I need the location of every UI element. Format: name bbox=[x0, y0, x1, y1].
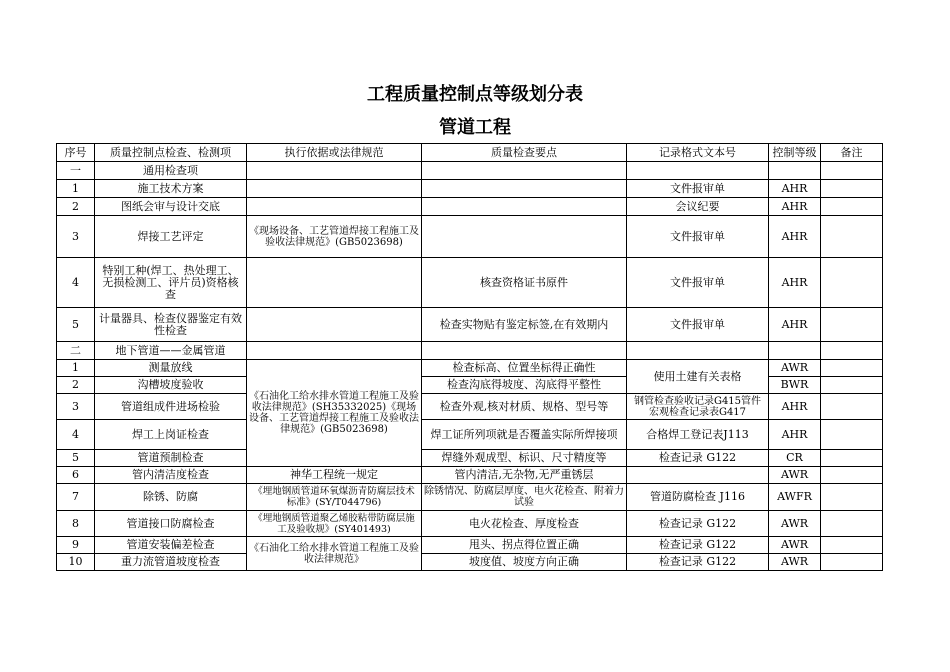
check-item: 管内清洁度检查 bbox=[95, 467, 247, 484]
row-number: 3 bbox=[57, 216, 95, 258]
check-item: 焊接工艺评定 bbox=[95, 216, 247, 258]
check-point: 管内清洁,无杂物,无严重锈层 bbox=[422, 467, 627, 484]
check-item: 图纸会审与设计交底 bbox=[95, 198, 247, 216]
check-point: 检查外观,核对材质、规格、型号等 bbox=[422, 394, 627, 420]
table-row bbox=[57, 420, 883, 450]
check-point: 坡度值、坡度方向正确 bbox=[422, 554, 627, 571]
control-level: AHR bbox=[769, 180, 821, 198]
table-row bbox=[57, 450, 883, 467]
basis: 《石油化工给水排水管道工程施工及验收法律规范》 bbox=[247, 537, 422, 571]
note bbox=[821, 554, 883, 571]
record-format: 会议纪要 bbox=[627, 198, 769, 216]
check-item: 焊工上岗证检查 bbox=[95, 420, 247, 450]
check-point bbox=[422, 216, 627, 258]
control-level: CR bbox=[769, 450, 821, 467]
row-number: 1 bbox=[57, 180, 95, 198]
record-format: 检查记录 G122 bbox=[627, 537, 769, 554]
control-level: AHR bbox=[769, 258, 821, 308]
check-point: 焊缝外观成型、标识、尺寸精度等 bbox=[422, 450, 627, 467]
quality-control-table bbox=[56, 143, 883, 571]
note bbox=[821, 180, 883, 198]
control-level: AHR bbox=[769, 216, 821, 258]
check-point: 电火花检查、厚度检查 bbox=[422, 511, 627, 537]
check-item: 管道接口防腐检查 bbox=[95, 511, 247, 537]
row-number: 3 bbox=[57, 394, 95, 420]
check-point: 核查资格证书原件 bbox=[422, 258, 627, 308]
table-row bbox=[57, 258, 883, 308]
table-header-row bbox=[57, 144, 883, 162]
record-format: 管道防腐检查 J116 bbox=[627, 484, 769, 511]
record-format: 使用土建有关表格 bbox=[627, 360, 769, 394]
check-point: 检查实物贴有鉴定标签,在有效期内 bbox=[422, 308, 627, 342]
record-format: 检查记录 G122 bbox=[627, 450, 769, 467]
check-point bbox=[422, 198, 627, 216]
note bbox=[821, 216, 883, 258]
check-point: 焊工证所列项就是否覆盖实际所焊接项 bbox=[422, 420, 627, 450]
table-row bbox=[57, 537, 883, 554]
section-row bbox=[57, 342, 883, 360]
record-format bbox=[627, 467, 769, 484]
table-row bbox=[57, 216, 883, 258]
basis: 《现场设备、工艺管道焊接工程施工及验收法律规范》(GB5023698) bbox=[247, 216, 422, 258]
basis bbox=[247, 308, 422, 342]
basis bbox=[247, 180, 422, 198]
note bbox=[821, 360, 883, 377]
check-item: 管道预制检查 bbox=[95, 450, 247, 467]
record-format: 合格焊工登记表J113 bbox=[627, 420, 769, 450]
table-row bbox=[57, 198, 883, 216]
control-level: AWR bbox=[769, 554, 821, 571]
control-level: AWR bbox=[769, 467, 821, 484]
note bbox=[821, 258, 883, 308]
check-item: 测量放线 bbox=[95, 360, 247, 377]
note bbox=[821, 450, 883, 467]
note bbox=[821, 394, 883, 420]
note bbox=[821, 308, 883, 342]
row-number: 4 bbox=[57, 258, 95, 308]
record-format: 检查记录 G122 bbox=[627, 554, 769, 571]
header-cell: 备注 bbox=[821, 144, 883, 162]
basis bbox=[247, 258, 422, 308]
section-name: 通用检查项 bbox=[95, 162, 247, 180]
note bbox=[821, 537, 883, 554]
table-row bbox=[57, 394, 883, 420]
basis: 《埋地钢质管道聚乙烯胶粘带防腐层施工及验收规》(SY401493) bbox=[247, 511, 422, 537]
table-row bbox=[57, 360, 883, 377]
table-row bbox=[57, 180, 883, 198]
basis bbox=[247, 198, 422, 216]
section-number: 一 bbox=[57, 162, 95, 180]
record-format: 检查记录 G122 bbox=[627, 511, 769, 537]
basis: 《石油化工给水排水管道工程施工及验收法律规范》(SH35332025)《现场设备、工艺管道焊接工程施工及验收法律规范》(GB5023698) bbox=[247, 360, 422, 467]
note bbox=[821, 198, 883, 216]
section-row bbox=[57, 162, 883, 180]
record-format: 文件报审单 bbox=[627, 258, 769, 308]
table-row bbox=[57, 554, 883, 571]
table-row bbox=[57, 511, 883, 537]
check-item: 重力流管道坡度检查 bbox=[95, 554, 247, 571]
note bbox=[821, 467, 883, 484]
control-level: AWR bbox=[769, 537, 821, 554]
header-cell: 质量检查要点 bbox=[422, 144, 627, 162]
table-row bbox=[57, 484, 883, 511]
note bbox=[821, 420, 883, 450]
control-level: AHR bbox=[769, 198, 821, 216]
basis: 神华工程统一规定 bbox=[247, 467, 422, 484]
check-item: 施工技术方案 bbox=[95, 180, 247, 198]
note bbox=[821, 484, 883, 511]
row-number: 5 bbox=[57, 308, 95, 342]
check-item: 除锈、防腐 bbox=[95, 484, 247, 511]
row-number: 4 bbox=[57, 420, 95, 450]
row-number: 5 bbox=[57, 450, 95, 467]
control-level: AWR bbox=[769, 360, 821, 377]
row-number: 10 bbox=[57, 554, 95, 571]
header-cell: 序号 bbox=[57, 144, 95, 162]
check-item: 管道安装偏差检查 bbox=[95, 537, 247, 554]
check-point: 除锈情况、防腐层厚度、电火花检查、附着力试验 bbox=[422, 484, 627, 511]
check-item: 沟槽坡度验收 bbox=[95, 377, 247, 394]
check-point: 检查沟底得坡度、沟底得平整性 bbox=[422, 377, 627, 394]
note bbox=[821, 377, 883, 394]
row-number: 2 bbox=[57, 377, 95, 394]
header-cell: 质量控制点检查、检测项 bbox=[95, 144, 247, 162]
control-level: AHR bbox=[769, 420, 821, 450]
row-number: 7 bbox=[57, 484, 95, 511]
check-item: 计量器具、检查仪器鉴定有效性检查 bbox=[95, 308, 247, 342]
control-level: AWR bbox=[769, 511, 821, 537]
check-item: 特别工种(焊工、热处理工、无损检测工、评片员)资格核查 bbox=[95, 258, 247, 308]
record-format: 文件报审单 bbox=[627, 308, 769, 342]
section-name: 地下管道——金属管道 bbox=[95, 342, 247, 360]
note bbox=[821, 511, 883, 537]
row-number: 6 bbox=[57, 467, 95, 484]
row-number: 1 bbox=[57, 360, 95, 377]
check-point bbox=[422, 180, 627, 198]
check-item: 管道组成件进场检验 bbox=[95, 394, 247, 420]
control-level: BWR bbox=[769, 377, 821, 394]
header-cell: 执行依据或法律规范 bbox=[247, 144, 422, 162]
section-number: 二 bbox=[57, 342, 95, 360]
document-subtitle: 管道工程 bbox=[439, 117, 511, 138]
row-number: 2 bbox=[57, 198, 95, 216]
header-cell: 记录格式文本号 bbox=[627, 144, 769, 162]
check-point: 检查标高、位置坐标得正确性 bbox=[422, 360, 627, 377]
control-level: AWFR bbox=[769, 484, 821, 511]
document-title: 工程质量控制点等级划分表 bbox=[367, 84, 583, 105]
table-row bbox=[57, 308, 883, 342]
record-format: 文件报审单 bbox=[627, 180, 769, 198]
basis: 《埋地钢质管道环氧煤沥青防腐层技术标准》(SY/T044796) bbox=[247, 484, 422, 511]
header-cell: 控制等级 bbox=[769, 144, 821, 162]
row-number: 9 bbox=[57, 537, 95, 554]
control-level: AHR bbox=[769, 308, 821, 342]
check-point: 甩头、拐点得位置正确 bbox=[422, 537, 627, 554]
row-number: 8 bbox=[57, 511, 95, 537]
record-format: 钢管检查验收记录G415管件宏观检查记录表G417 bbox=[627, 394, 769, 420]
record-format: 文件报审单 bbox=[627, 216, 769, 258]
table-row bbox=[57, 467, 883, 484]
control-level: AHR bbox=[769, 394, 821, 420]
